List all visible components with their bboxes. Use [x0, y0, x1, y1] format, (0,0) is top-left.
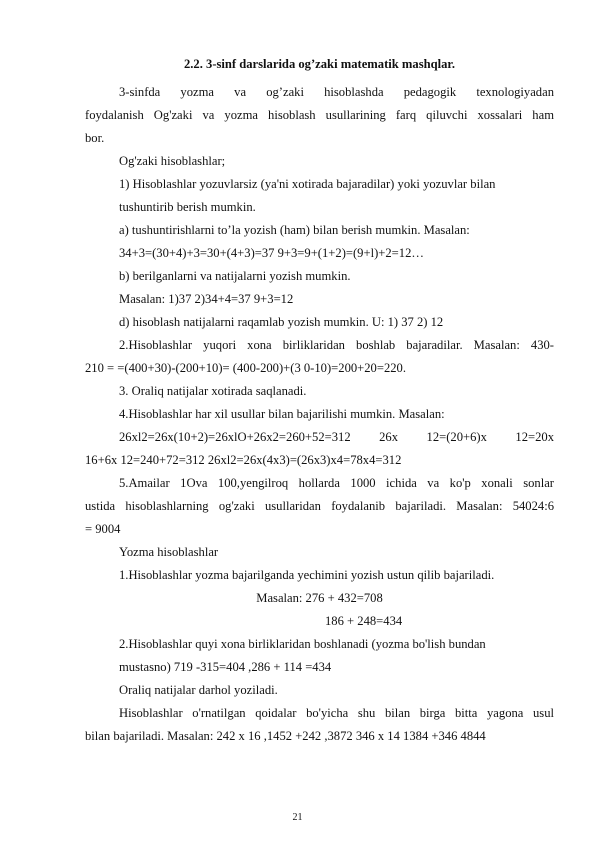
- paragraph-line: foydalanish Og'zaki va yozma hisoblash usullarining farq qiluvchi xossalari ham: [85, 108, 554, 122]
- paragraph-line: 3. Oraliq natijalar xotirada saqlanadi.: [119, 384, 307, 398]
- paragraph-line: 2.Hisoblashlar yuqori xona birliklaridan boshlab bajaradilar. Masalan: 430-: [119, 338, 554, 352]
- paragraph-line: ustida hisoblashlarning og'zaki usullaridan foydalanib bajariladi. Masalan: 54024:6: [85, 499, 554, 513]
- paragraph-line: Og'zaki hisoblashlar;: [119, 154, 226, 168]
- paragraph-line: 210 = =(400+30)-(200+10)= (400-200)+(3 0-10)=200+20=220.: [85, 361, 406, 375]
- section-title: 2.2. 3-sinf darslarida og’zaki matematik mashqlar.: [183, 57, 455, 71]
- paragraph-line: 3-sinfda yozma va og’zaki hisoblashda pedagogik texnologiyadan: [119, 85, 554, 99]
- paragraph-line: d) hisoblash natijalarni raqamlab yozish mumkin. U: 1) 37 2) 12: [119, 315, 444, 329]
- paragraph-line: 1) Hisoblashlar yozuvlarsiz (ya'ni xotirada bajaradilar) yoki yozuvlar bilan: [119, 177, 496, 191]
- paragraph-line: 5.Amailar 1Ova 100,yengilroq hollarda 1000 ichida va ko'p xonali sonlar: [119, 476, 554, 490]
- paragraph-line: a) tushuntirishlarni to’la yozish (ham) bilan berish mumkin. Masalan:: [119, 223, 470, 237]
- paragraph-line: 2.Hisoblashlar quyi xona birliklaridan boshlanadi (yozma bo'lish bundan: [119, 637, 486, 651]
- paragraph-line: tushuntirib berish mumkin.: [119, 200, 256, 214]
- paragraph-line: Yozma hisoblashlar: [119, 545, 219, 559]
- paragraph-line: = 9004: [85, 522, 121, 536]
- paragraph-line: bilan bajariladi. Masalan: 242 x 16 ,1452 +242 ,3872 346 x 14 1384 +346 4844: [85, 729, 486, 743]
- paragraph-line: bor.: [85, 131, 105, 145]
- paragraph-line: 1.Hisoblashlar yozma bajarilganda yechimini yozish ustun qilib bajariladi.: [119, 568, 495, 582]
- paragraph-line: 16+6x 12=240+72=312 26xl2=26x(4x3)=(26x3)x4=78x4=312: [85, 453, 402, 467]
- example-line: 186 + 248=434: [325, 614, 403, 628]
- paragraph-line: 4.Hisoblashlar har xil usullar bilan bajarilishi mumkin. Masalan:: [119, 407, 445, 421]
- paragraph-line: 34+3=(30+4)+3=30+(4+3)=37 9+3=9+(1+2)=(9+l)+2=12…: [119, 246, 424, 260]
- example-line: Masalan: 276 + 432=708: [256, 591, 383, 605]
- paragraph-line: mustasno) 719 -315=404 ,286 + 114 =434: [119, 660, 332, 674]
- page-number: 21: [292, 812, 303, 823]
- paragraph-line: Masalan: 1)37 2)34+4=37 9+3=12: [119, 292, 294, 306]
- paragraph-line: b) berilganlarni va natijalarni yozish mumkin.: [119, 269, 351, 283]
- paragraph-line: 26xl2=26x(10+2)=26xlO+26x2=260+52=312 26x 12=(20+6)x 12=20x: [119, 430, 554, 444]
- paragraph-line: Hisoblashlar o'rnatilgan qoidalar bo'yicha shu bilan birga bitta yagona usul: [119, 706, 554, 720]
- paragraph-line: Oraliq natijalar darhol yoziladi.: [119, 683, 278, 697]
